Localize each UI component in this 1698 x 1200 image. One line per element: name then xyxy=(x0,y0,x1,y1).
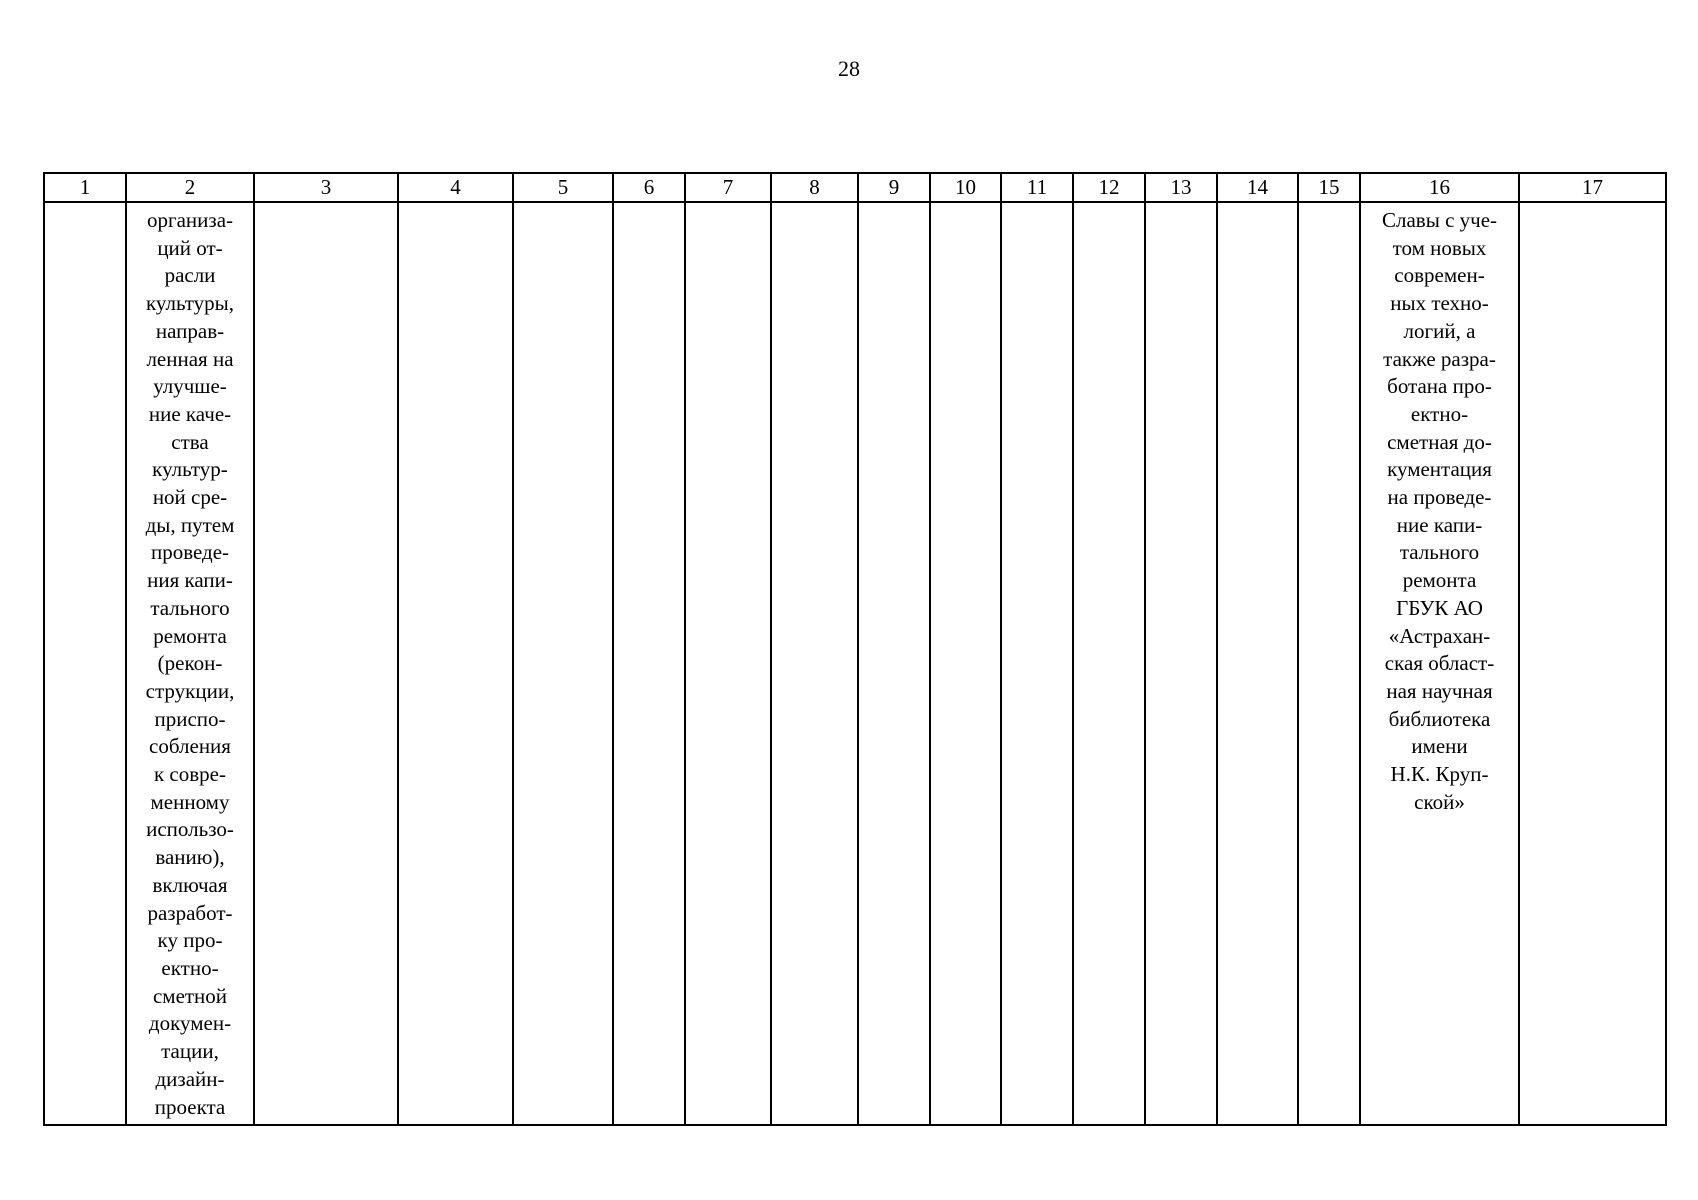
text-line: разработ- xyxy=(147,900,233,925)
text-line: библиотека xyxy=(1388,706,1491,731)
column-header-7: 7 xyxy=(685,173,771,202)
cell-col-4 xyxy=(398,202,513,1125)
text-line: ства xyxy=(171,429,209,454)
text-line: проекта xyxy=(154,1094,226,1119)
text-line: ская област- xyxy=(1384,651,1495,676)
cell-col-1 xyxy=(44,202,126,1125)
text-line: использо- xyxy=(146,817,234,842)
text-line: ций от- xyxy=(157,235,223,260)
text-line: имени xyxy=(1411,734,1468,759)
column-header-12: 12 xyxy=(1073,173,1145,202)
column-header-16: 16 xyxy=(1360,173,1519,202)
text-line: направ- xyxy=(155,318,225,343)
text-line: тального xyxy=(150,595,230,620)
text-line: ленная на xyxy=(146,346,234,371)
table-row xyxy=(44,202,1666,1125)
text-line: ектно- xyxy=(1410,401,1469,426)
cell-col-13 xyxy=(1145,202,1217,1125)
column-header-6: 6 xyxy=(613,173,685,202)
text-line: ная научная xyxy=(1386,678,1493,703)
text-line: ботана про- xyxy=(1387,374,1492,399)
text-line: Славы с уче- xyxy=(1381,208,1498,232)
text-line: культуры, xyxy=(146,291,234,316)
text-line: ремонта xyxy=(1402,568,1477,593)
data-table xyxy=(43,172,1667,1126)
text-line: логий, а xyxy=(1403,318,1476,343)
text-line: сметной xyxy=(152,983,228,1008)
text-line: на проведе- xyxy=(1387,485,1492,510)
cell-col-17 xyxy=(1519,202,1666,1125)
column-header-2: 2 xyxy=(126,173,254,202)
text-line: дизайн- xyxy=(155,1066,225,1091)
text-line: том новых xyxy=(1392,235,1487,260)
text-line: также разра- xyxy=(1383,346,1496,371)
text-line: «Астрахан- xyxy=(1388,623,1491,648)
cell-col-3 xyxy=(254,202,398,1125)
column-header-10: 10 xyxy=(930,173,1001,202)
text-line: ние капи- xyxy=(1396,512,1483,537)
column-header-4: 4 xyxy=(398,173,513,202)
cell-col-5 xyxy=(513,202,613,1125)
text-line: Н.К. Круп- xyxy=(1390,762,1489,787)
text-line: приспо- xyxy=(154,706,226,731)
text-line: тального xyxy=(1399,540,1480,565)
text-line: культур- xyxy=(152,457,228,482)
text-line: проведе- xyxy=(150,540,230,565)
text-line: ных техно- xyxy=(1390,291,1489,316)
cell-col-10 xyxy=(930,202,1001,1125)
text-line: современ- xyxy=(1394,263,1485,288)
text-line: ГБУК АО xyxy=(1396,595,1483,620)
text-line: расли xyxy=(164,263,216,288)
cell-col-8 xyxy=(771,202,858,1125)
text-line: сметная до- xyxy=(1387,429,1492,454)
text-line: (рекон- xyxy=(157,651,223,676)
col2-text xyxy=(127,203,253,1121)
cell-col-12 xyxy=(1073,202,1145,1125)
text-line: ды, путем xyxy=(145,512,235,537)
column-header-13: 13 xyxy=(1145,173,1217,202)
column-header-9: 9 xyxy=(858,173,930,202)
column-header-8: 8 xyxy=(771,173,858,202)
text-line: менному xyxy=(150,789,230,814)
text-line: ской» xyxy=(1414,789,1465,814)
text-line: ние каче- xyxy=(148,401,232,426)
text-line: тации, xyxy=(161,1039,219,1064)
text-line: к совре- xyxy=(153,762,226,787)
text-line: ку про- xyxy=(157,928,223,953)
page-number: 28 xyxy=(838,56,860,81)
column-header-17: 17 xyxy=(1519,173,1666,202)
column-header-5: 5 xyxy=(513,173,613,202)
text-line: докумен- xyxy=(148,1011,232,1036)
cell-col-2 xyxy=(126,202,254,1125)
column-header-14: 14 xyxy=(1217,173,1298,202)
cell-col-6 xyxy=(613,202,685,1125)
text-line: собления xyxy=(149,734,231,759)
column-header-11: 11 xyxy=(1001,173,1073,202)
column-header-1: 1 xyxy=(44,173,126,202)
text-line: ной сре- xyxy=(152,485,228,510)
text-line: ремонта xyxy=(153,623,227,648)
column-header-3: 3 xyxy=(254,173,398,202)
text-line: струкции, xyxy=(145,678,235,703)
cell-col-7 xyxy=(685,202,771,1125)
text-line: кументация xyxy=(1387,457,1492,482)
text-line: организа- xyxy=(146,208,234,232)
text-line: ектно- xyxy=(161,955,219,980)
text-line: ванию), xyxy=(155,845,225,870)
cell-col-11 xyxy=(1001,202,1073,1125)
cell-col-9 xyxy=(858,202,930,1125)
text-line: улучше- xyxy=(153,374,227,399)
text-line: ния капи- xyxy=(147,568,233,593)
cell-col-15 xyxy=(1298,202,1360,1125)
cell-col-16 xyxy=(1360,202,1519,1125)
cell-col-14 xyxy=(1217,202,1298,1125)
text-line: включая xyxy=(152,872,228,897)
col16-text xyxy=(1361,203,1518,816)
column-header-15: 15 xyxy=(1298,173,1360,202)
header-row xyxy=(44,173,1666,202)
